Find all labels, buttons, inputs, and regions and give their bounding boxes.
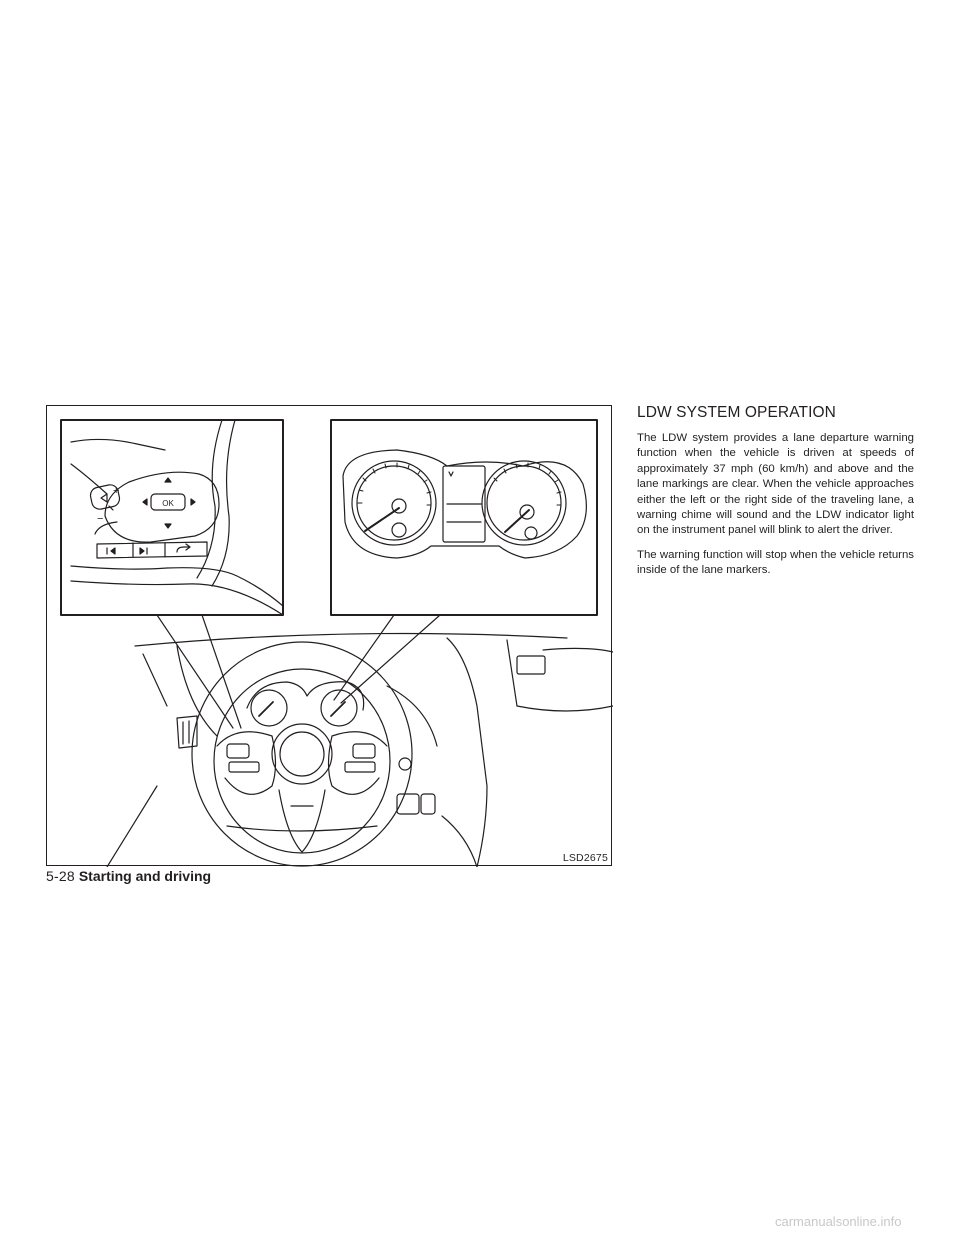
dashboard-drawing — [107, 634, 613, 868]
figure-illustration — [47, 406, 613, 867]
steering-wheel-figure — [46, 405, 612, 866]
switch-panel-inset — [61, 420, 283, 615]
steering-wheel-drawing — [192, 642, 412, 866]
plus-button-label: + — [113, 485, 120, 497]
section-paragraph-2: The warning function will stop when the vehicle returns inside of the lane markers. — [637, 548, 914, 577]
watermark[interactable]: carmanualsonline.info — [775, 1214, 902, 1229]
instrument-cluster-inset — [331, 420, 597, 615]
section-paragraph-1: The LDW system provides a lane departure warning function when the vehicle is driven at speeds of approximately 37 mph (60 km/h) and above and the lane markings are clear. When the vehicle approaches either the left or the right side of the traveling lane, a warning chime will sound and the LDW indicator light on the instrument panel will blink to alert the driver. — [637, 432, 914, 537]
section-title: LDW SYSTEM OPERATION — [637, 404, 836, 421]
figure-code: LSD2675 — [562, 852, 608, 864]
instrument-cluster-drawing — [343, 450, 586, 558]
chapter-title: Starting and driving — [78, 868, 212, 884]
page-footer — [46, 868, 211, 884]
page-number: 5-28 — [46, 868, 75, 884]
callout-lines — [157, 615, 440, 728]
minus-button-label: − — [97, 513, 104, 525]
ok-button-label: OK — [162, 499, 174, 508]
ldw-operation-section — [637, 404, 914, 588]
